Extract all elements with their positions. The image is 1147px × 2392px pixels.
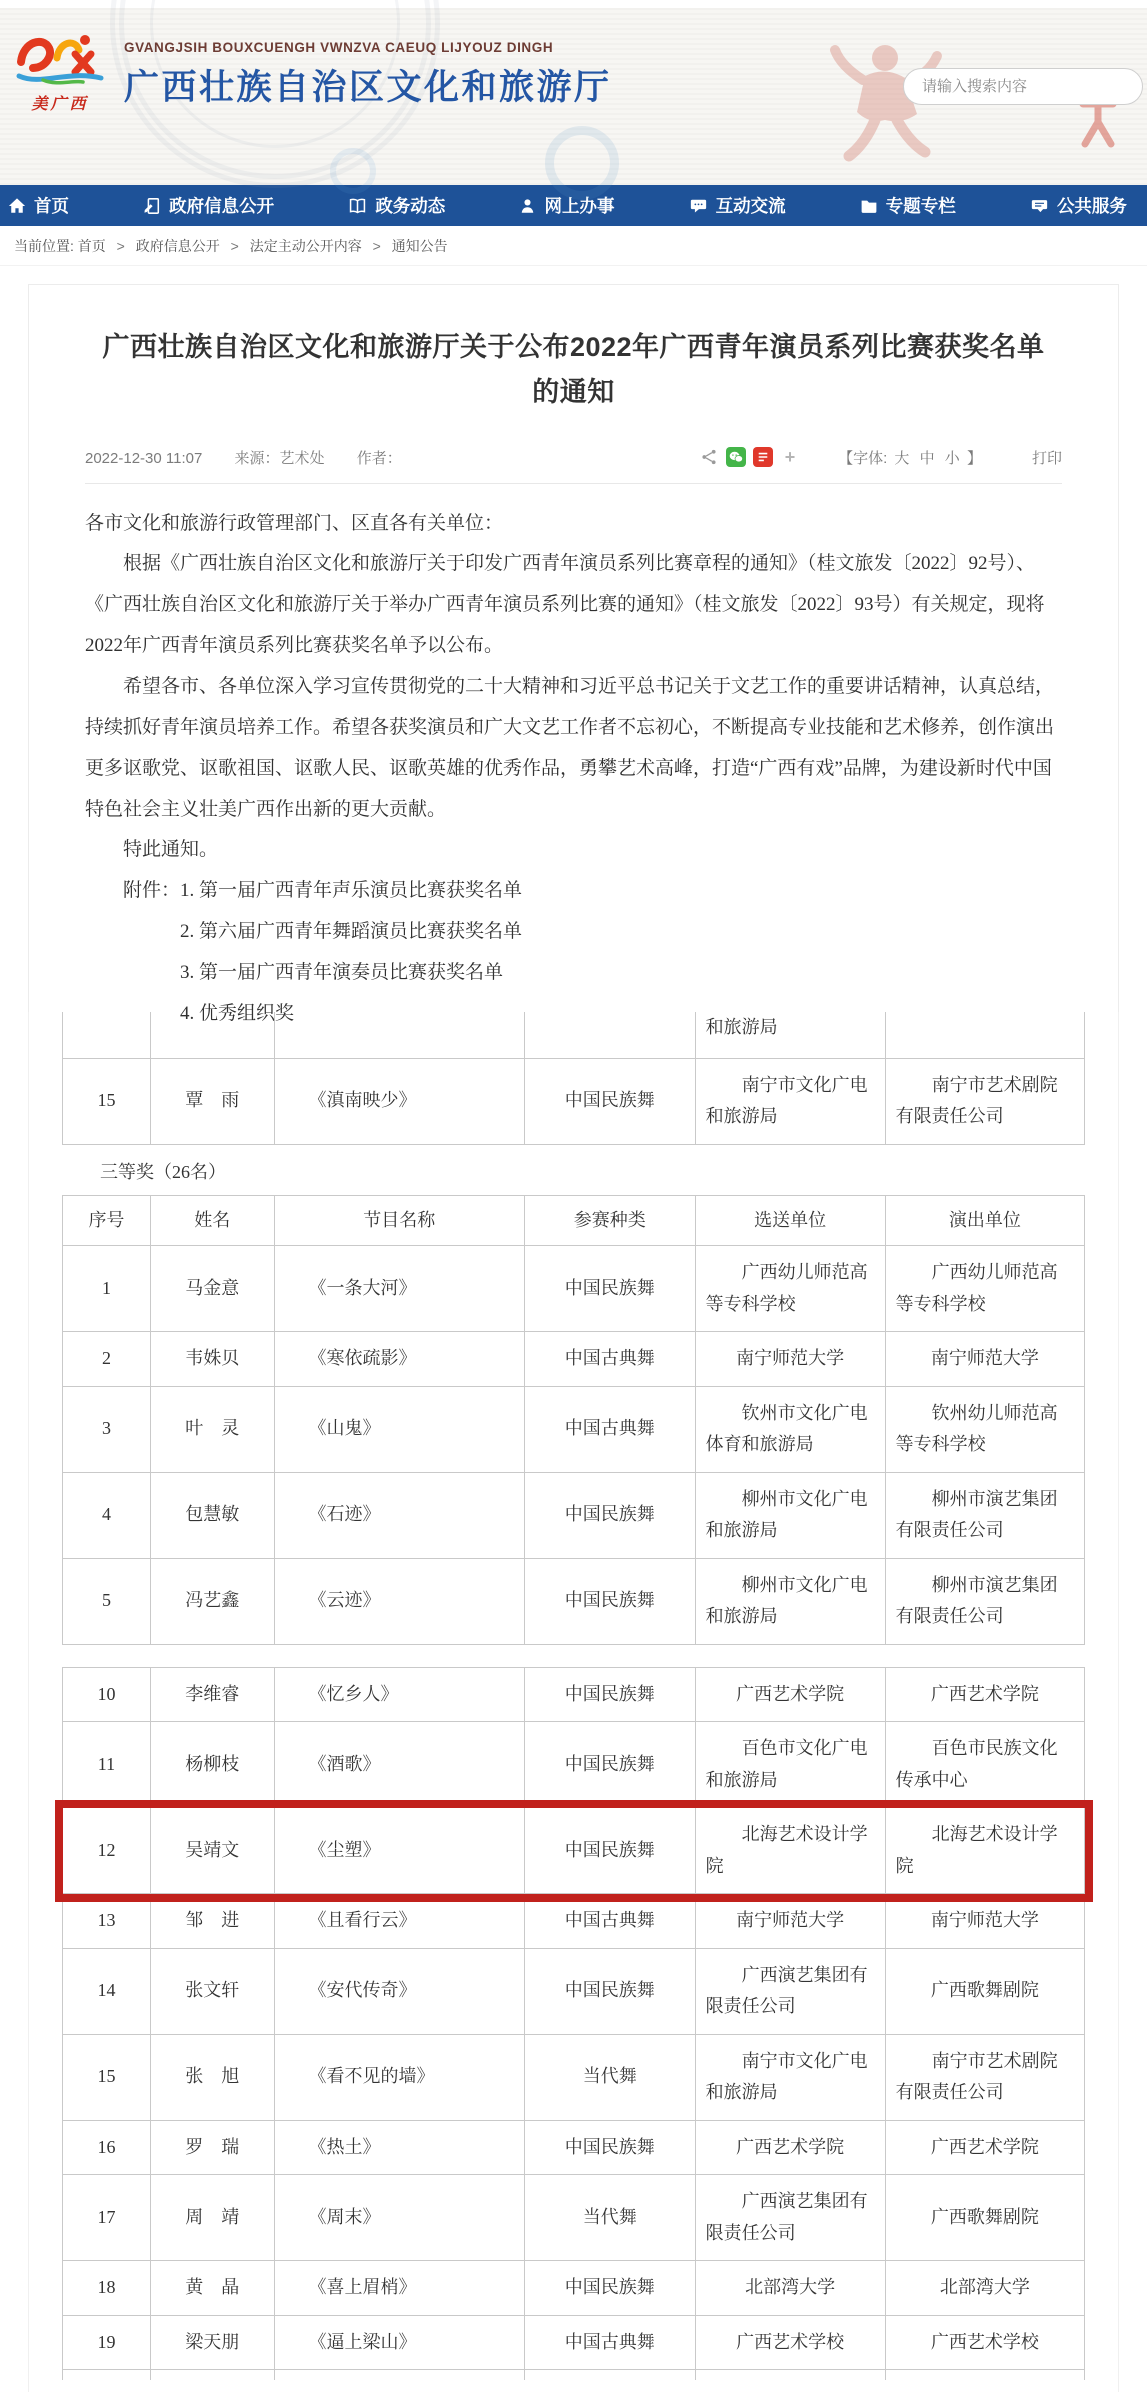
table-row (63, 2120, 1085, 2175)
highlighted-table-row (63, 1808, 1085, 1894)
cell-submitting-org: 广西演艺集团有限责任公司 (695, 2175, 885, 2261)
screenshot-seam-gap (62, 1645, 1085, 1667)
cell-performing-org: 南宁师范大学 (885, 1894, 1084, 1949)
article-paragraph: 3. 第一届广西青年演奏员比赛获奖名单 (85, 961, 504, 983)
cell-name: 冯艺鑫 (150, 1558, 274, 1644)
cell-index (63, 2370, 151, 2380)
cell-submitting-org: 和旅游局 (695, 1012, 885, 1058)
breadcrumb-separator: > (372, 238, 381, 254)
third-prize-table-part1 (62, 1195, 1085, 1645)
table-row (63, 2261, 1085, 2316)
article-card (28, 284, 1119, 1024)
wechat-share-icon[interactable] (726, 447, 746, 467)
cell-program: 《看不见的墙》 (274, 2034, 524, 2120)
nav-item-label: 首页 (34, 196, 69, 216)
cell-category (524, 1012, 695, 1058)
cell-category: 中国古典舞 (524, 1894, 695, 1949)
cell-index: 13 (63, 1894, 151, 1949)
nav-item-label: 网上办事 (544, 196, 615, 216)
table-row (63, 1722, 1085, 1808)
cell-program (274, 1012, 524, 1058)
cell-submitting-org: 北海艺术设计学院 (695, 1808, 885, 1894)
cell-program: 《云迹》 (274, 1558, 524, 1644)
cell-program (274, 2370, 524, 2380)
site-titles (124, 40, 612, 110)
article-paragraph: 希望各市、各单位深入学习宣传贯彻党的二十大精神和习近平总书记关于文艺工作的重要讲话精神，认真总结，持续抓好青年演员培养工作。希望各获奖演员和广大文艺工作者不忘初心，不断提高专业技能和艺术修养，创作演出更多讴歌党、讴歌祖国、讴歌人民、讴歌英雄的优秀作品，勇攀艺术高峰，打造“广西有戏”品牌，为建设新时代中国特色社会主义壮美广西作出新的更大贡献。 (85, 676, 1055, 820)
cell-name: 黄 晶 (150, 2261, 274, 2316)
cell-category: 中国古典舞 (524, 1332, 695, 1387)
cell-category: 中国古典舞 (524, 2315, 695, 2370)
col-header-submitting-org: 选送单位 (695, 1195, 885, 1246)
third-prize-section-label: 三等奖（26名） (100, 1161, 226, 1182)
cell-index: 2 (63, 1332, 151, 1387)
cell-program: 《寒依疏影》 (274, 1332, 524, 1387)
interaction-icon (689, 197, 708, 215)
nav-item-gov-info[interactable] (143, 193, 274, 218)
cell-program: 《石迹》 (274, 1472, 524, 1558)
cell-performing-org: 柳州市演艺集团有限责任公司 (885, 1558, 1084, 1644)
print-button[interactable]: 打印 (1031, 449, 1062, 467)
cell-performing-org: 广西歌舞剧院 (885, 2175, 1084, 2261)
share-toolbar (699, 447, 800, 467)
cell-category: 中国民族舞 (524, 2120, 695, 2175)
table-row (63, 1558, 1085, 1644)
cell-category: 中国古典舞 (524, 1386, 695, 1472)
public-service-icon (1030, 197, 1049, 215)
font-label-open: 【字体: (838, 449, 888, 467)
nav-item-gov-news[interactable] (348, 193, 445, 218)
article-meta-left (85, 447, 430, 468)
font-size-large[interactable]: 大 (894, 449, 910, 467)
font-size-small[interactable]: 小 (944, 449, 960, 467)
table-row (63, 1667, 1085, 1722)
share-icon[interactable] (699, 447, 719, 467)
cell-name: 马金意 (150, 1246, 274, 1332)
nav-item-special-topics[interactable] (860, 193, 956, 218)
search-input[interactable] (903, 68, 1143, 105)
cell-submitting-org: 广西演艺集团有限责任公司 (695, 1948, 885, 2034)
cell-category: 当代舞 (524, 2175, 695, 2261)
article-title: 广西壮族自治区文化和旅游厅关于公布2022年广西青年演员系列比赛获奖名单的通知 (102, 332, 1045, 407)
cell-program: 《忆乡人》 (274, 1667, 524, 1722)
cell-submitting-org: 广西幼儿师范高等专科学校 (695, 1246, 885, 1332)
col-header-index: 序号 (63, 1195, 151, 1246)
special-topics-icon (860, 197, 878, 215)
site-logo (8, 28, 112, 114)
site-title: 广西壮族自治区文化和旅游厅 (124, 68, 612, 107)
table-row (63, 1894, 1085, 1949)
table-row (63, 1332, 1085, 1387)
table-row-sliver (63, 2370, 1085, 2380)
article-meta (85, 447, 1062, 468)
cell-program: 《热土》 (274, 2120, 524, 2175)
cell-name: 覃 雨 (150, 1058, 274, 1144)
breadcrumb-item-notices[interactable]: 通知公告 (391, 238, 448, 254)
col-header-program: 节目名称 (274, 1195, 524, 1246)
cell-submitting-org: 柳州市文化广电和旅游局 (695, 1558, 885, 1644)
cell-performing-org: 广西幼儿师范高等专科学校 (885, 1246, 1084, 1332)
cell-name: 叶 灵 (150, 1386, 274, 1472)
cell-index: 1 (63, 1246, 151, 1332)
cell-submitting-org (695, 2370, 885, 2380)
article-paragraph: 2. 第六届广西青年舞蹈演员比赛获奖名单 (85, 921, 523, 943)
cell-name: 吴靖文 (150, 1808, 274, 1894)
nav-item-label: 互动交流 (715, 196, 786, 216)
cell-category: 中国民族舞 (524, 1058, 695, 1144)
cell-program: 《酒歌》 (274, 1722, 524, 1808)
article-author: 作者： (356, 449, 402, 467)
award-tables-section (28, 1012, 1119, 2392)
meta-divider (85, 483, 1062, 484)
cell-name: 包慧敏 (150, 1472, 274, 1558)
breadcrumb-item-gov-info[interactable]: 政府信息公开 (135, 238, 220, 254)
cell-name: 李维睿 (150, 1667, 274, 1722)
article-paragraph: 各市文化和旅游行政管理部门、区直各有关单位： (85, 512, 504, 534)
cell-program: 《安代传奇》 (274, 1948, 524, 2034)
toutiao-share-icon[interactable] (753, 447, 773, 467)
cell-submitting-org: 南宁师范大学 (695, 1332, 885, 1387)
cell-performing-org: 钦州幼儿师范高等专科学校 (885, 1386, 1084, 1472)
breadcrumb-prefix: 当前位置: (14, 238, 74, 254)
cell-name: 张文轩 (150, 1948, 274, 2034)
cell-program: 《喜上眉梢》 (274, 2261, 524, 2316)
cell-performing-org: 广西艺术学院 (885, 1667, 1084, 1722)
cell-index: 15 (63, 1058, 151, 1144)
site-header (0, 0, 1147, 185)
cell-submitting-org: 钦州市文化广电体育和旅游局 (695, 1386, 885, 1472)
cell-index: 3 (63, 1386, 151, 1472)
breadcrumb-item-statutory-disclosure[interactable]: 法定主动公开内容 (249, 238, 362, 254)
table-row (63, 1386, 1085, 1472)
cell-index: 12 (63, 1808, 151, 1894)
nav-item-label: 专题专栏 (885, 196, 956, 216)
article-paragraph: 附件：1. 第一届广西青年声乐演员比赛获奖名单 (85, 880, 523, 902)
cell-performing-org: 百色市民族文化传承中心 (885, 1722, 1084, 1808)
cell-category: 中国民族舞 (524, 1246, 695, 1332)
table-row (63, 1948, 1085, 2034)
table-row (63, 1472, 1085, 1558)
cell-submitting-org: 南宁市文化广电和旅游局 (695, 1058, 885, 1144)
cell-category: 中国民族舞 (524, 1722, 695, 1808)
cell-name: 邹 进 (150, 1894, 274, 1949)
table-row (63, 2034, 1085, 2120)
font-size-control (838, 447, 982, 468)
cell-program: 《山鬼》 (274, 1386, 524, 1472)
cell-submitting-org: 广西艺术学校 (695, 2315, 885, 2370)
third-prize-table-part2 (62, 1667, 1085, 2380)
nav-item-label: 政务动态 (375, 196, 446, 216)
logo-caption: 美广西 (31, 96, 89, 113)
cell-index: 19 (63, 2315, 151, 2370)
col-header-category: 参赛种类 (524, 1195, 695, 1246)
cell-performing-org: 北部湾大学 (885, 2261, 1084, 2316)
font-size-medium[interactable]: 中 (919, 449, 935, 467)
cell-category: 中国民族舞 (524, 1808, 695, 1894)
cell-performing-org (885, 1012, 1084, 1058)
col-header-name: 姓名 (150, 1195, 274, 1246)
article-body (85, 504, 1062, 1035)
cell-index: 10 (63, 1667, 151, 1722)
watermark-ring (330, 148, 376, 194)
cell-performing-org (885, 2370, 1084, 2380)
cell-category: 中国民族舞 (524, 1472, 695, 1558)
nav-item-interaction[interactable] (689, 193, 786, 218)
font-label-close: 】 (966, 449, 982, 467)
cell-category: 中国民族舞 (524, 2261, 695, 2316)
cell-index: 14 (63, 1948, 151, 2034)
article-source: 来源：艺术处 (234, 449, 325, 467)
home-icon (8, 197, 26, 215)
cell-submitting-org: 广西艺术学院 (695, 1667, 885, 1722)
col-header-performing-org: 演出单位 (885, 1195, 1084, 1246)
article-paragraph: 根据《广西壮族自治区文化和旅游厅关于印发广西青年演员系列比赛章程的通知》（桂文旅发〔2022〕92号）、《广西壮族自治区文化和旅游厅关于举办广西青年演员系列比赛的通知》（桂文旅发〔2022〕93号）有关规定，现将2022年广西青年演员系列比赛获奖名单予以公布。 (85, 553, 1045, 657)
cell-performing-org: 柳州市演艺集团有限责任公司 (885, 1472, 1084, 1558)
cell-name: 梁天朋 (150, 2315, 274, 2370)
cell-submitting-org: 南宁市文化广电和旅游局 (695, 2034, 885, 2120)
breadcrumb-separator: > (230, 238, 239, 254)
article-meta-right (699, 447, 1062, 468)
cell-index: 4 (63, 1472, 151, 1558)
cell-name: 杨柳枝 (150, 1722, 274, 1808)
cell-program: 《周末》 (274, 2175, 524, 2261)
table-row (63, 1058, 1085, 1144)
cell-submitting-org: 广西艺术学院 (695, 2120, 885, 2175)
nav-item-home[interactable] (8, 193, 69, 218)
cell-program: 《逼上梁山》 (274, 2315, 524, 2370)
cell-program: 《滇南映少》 (274, 1058, 524, 1144)
cell-index: 15 (63, 2034, 151, 2120)
cell-submitting-org: 北部湾大学 (695, 2261, 885, 2316)
cell-name (150, 2370, 274, 2380)
cell-category (524, 2370, 695, 2380)
cell-name: 周 靖 (150, 2175, 274, 2261)
cell-submitting-org: 柳州市文化广电和旅游局 (695, 1472, 885, 1558)
cell-performing-org: 南宁市艺术剧院有限责任公司 (885, 2034, 1084, 2120)
nav-item-public-service[interactable] (1030, 193, 1127, 218)
watermark-ring (545, 126, 619, 200)
cell-category: 中国民族舞 (524, 1948, 695, 2034)
cell-category: 中国民族舞 (524, 1667, 695, 1722)
nav-item-label: 政府信息公开 (169, 196, 275, 216)
article-paragraph: 4. 优秀组织奖 (85, 1002, 295, 1024)
breadcrumb (0, 226, 1147, 266)
cell-program: 《尘塑》 (274, 1808, 524, 1894)
cell-performing-org: 南宁师范大学 (885, 1332, 1084, 1387)
breadcrumb-separator: > (116, 238, 125, 254)
article-paragraph: 特此通知。 (85, 839, 219, 861)
nav-item-label: 公共服务 (1056, 196, 1127, 216)
table-header-row (63, 1195, 1085, 1246)
table-row (63, 2175, 1085, 2261)
cell-category: 当代舞 (524, 2034, 695, 2120)
cell-name: 张 旭 (150, 2034, 274, 2120)
gov-news-icon (348, 197, 367, 215)
cell-index: 17 (63, 2175, 151, 2261)
cell-index: 16 (63, 2120, 151, 2175)
online-service-icon (519, 197, 536, 215)
logo-graphic (13, 28, 107, 88)
cell-submitting-org: 百色市文化广电和旅游局 (695, 1722, 885, 1808)
table-row (63, 1246, 1085, 1332)
cell-program: 《且看行云》 (274, 1894, 524, 1949)
cell-performing-org: 广西艺术学校 (885, 2315, 1084, 2370)
cell-performing-org: 南宁市艺术剧院有限责任公司 (885, 1058, 1084, 1144)
cell-index: 5 (63, 1558, 151, 1644)
breadcrumb-item-home[interactable]: 首页 (77, 238, 106, 254)
cell-performing-org: 广西歌舞剧院 (885, 1948, 1084, 2034)
cell-name: 罗 瑞 (150, 2120, 274, 2175)
cell-name: 韦姝贝 (150, 1332, 274, 1387)
publish-datetime: 2022-12-30 11:07 (85, 449, 203, 467)
more-share-icon[interactable]: + (784, 446, 796, 467)
cell-performing-org: 北海艺术设计学院 (885, 1808, 1084, 1894)
cell-index: 11 (63, 1722, 151, 1808)
cell-submitting-org: 南宁师范大学 (695, 1894, 885, 1949)
gov-info-icon (143, 197, 161, 215)
cell-category: 中国民族舞 (524, 1558, 695, 1644)
table-row (63, 2315, 1085, 2370)
cell-index: 18 (63, 2261, 151, 2316)
cell-program: 《一条大河》 (274, 1246, 524, 1332)
site-title-zhuang: GVANGJSIH BOUXCUENGH VWNZVA CAEUQ LIJYOUZ DINGH (124, 40, 554, 55)
cell-performing-org: 广西艺术学院 (885, 2120, 1084, 2175)
